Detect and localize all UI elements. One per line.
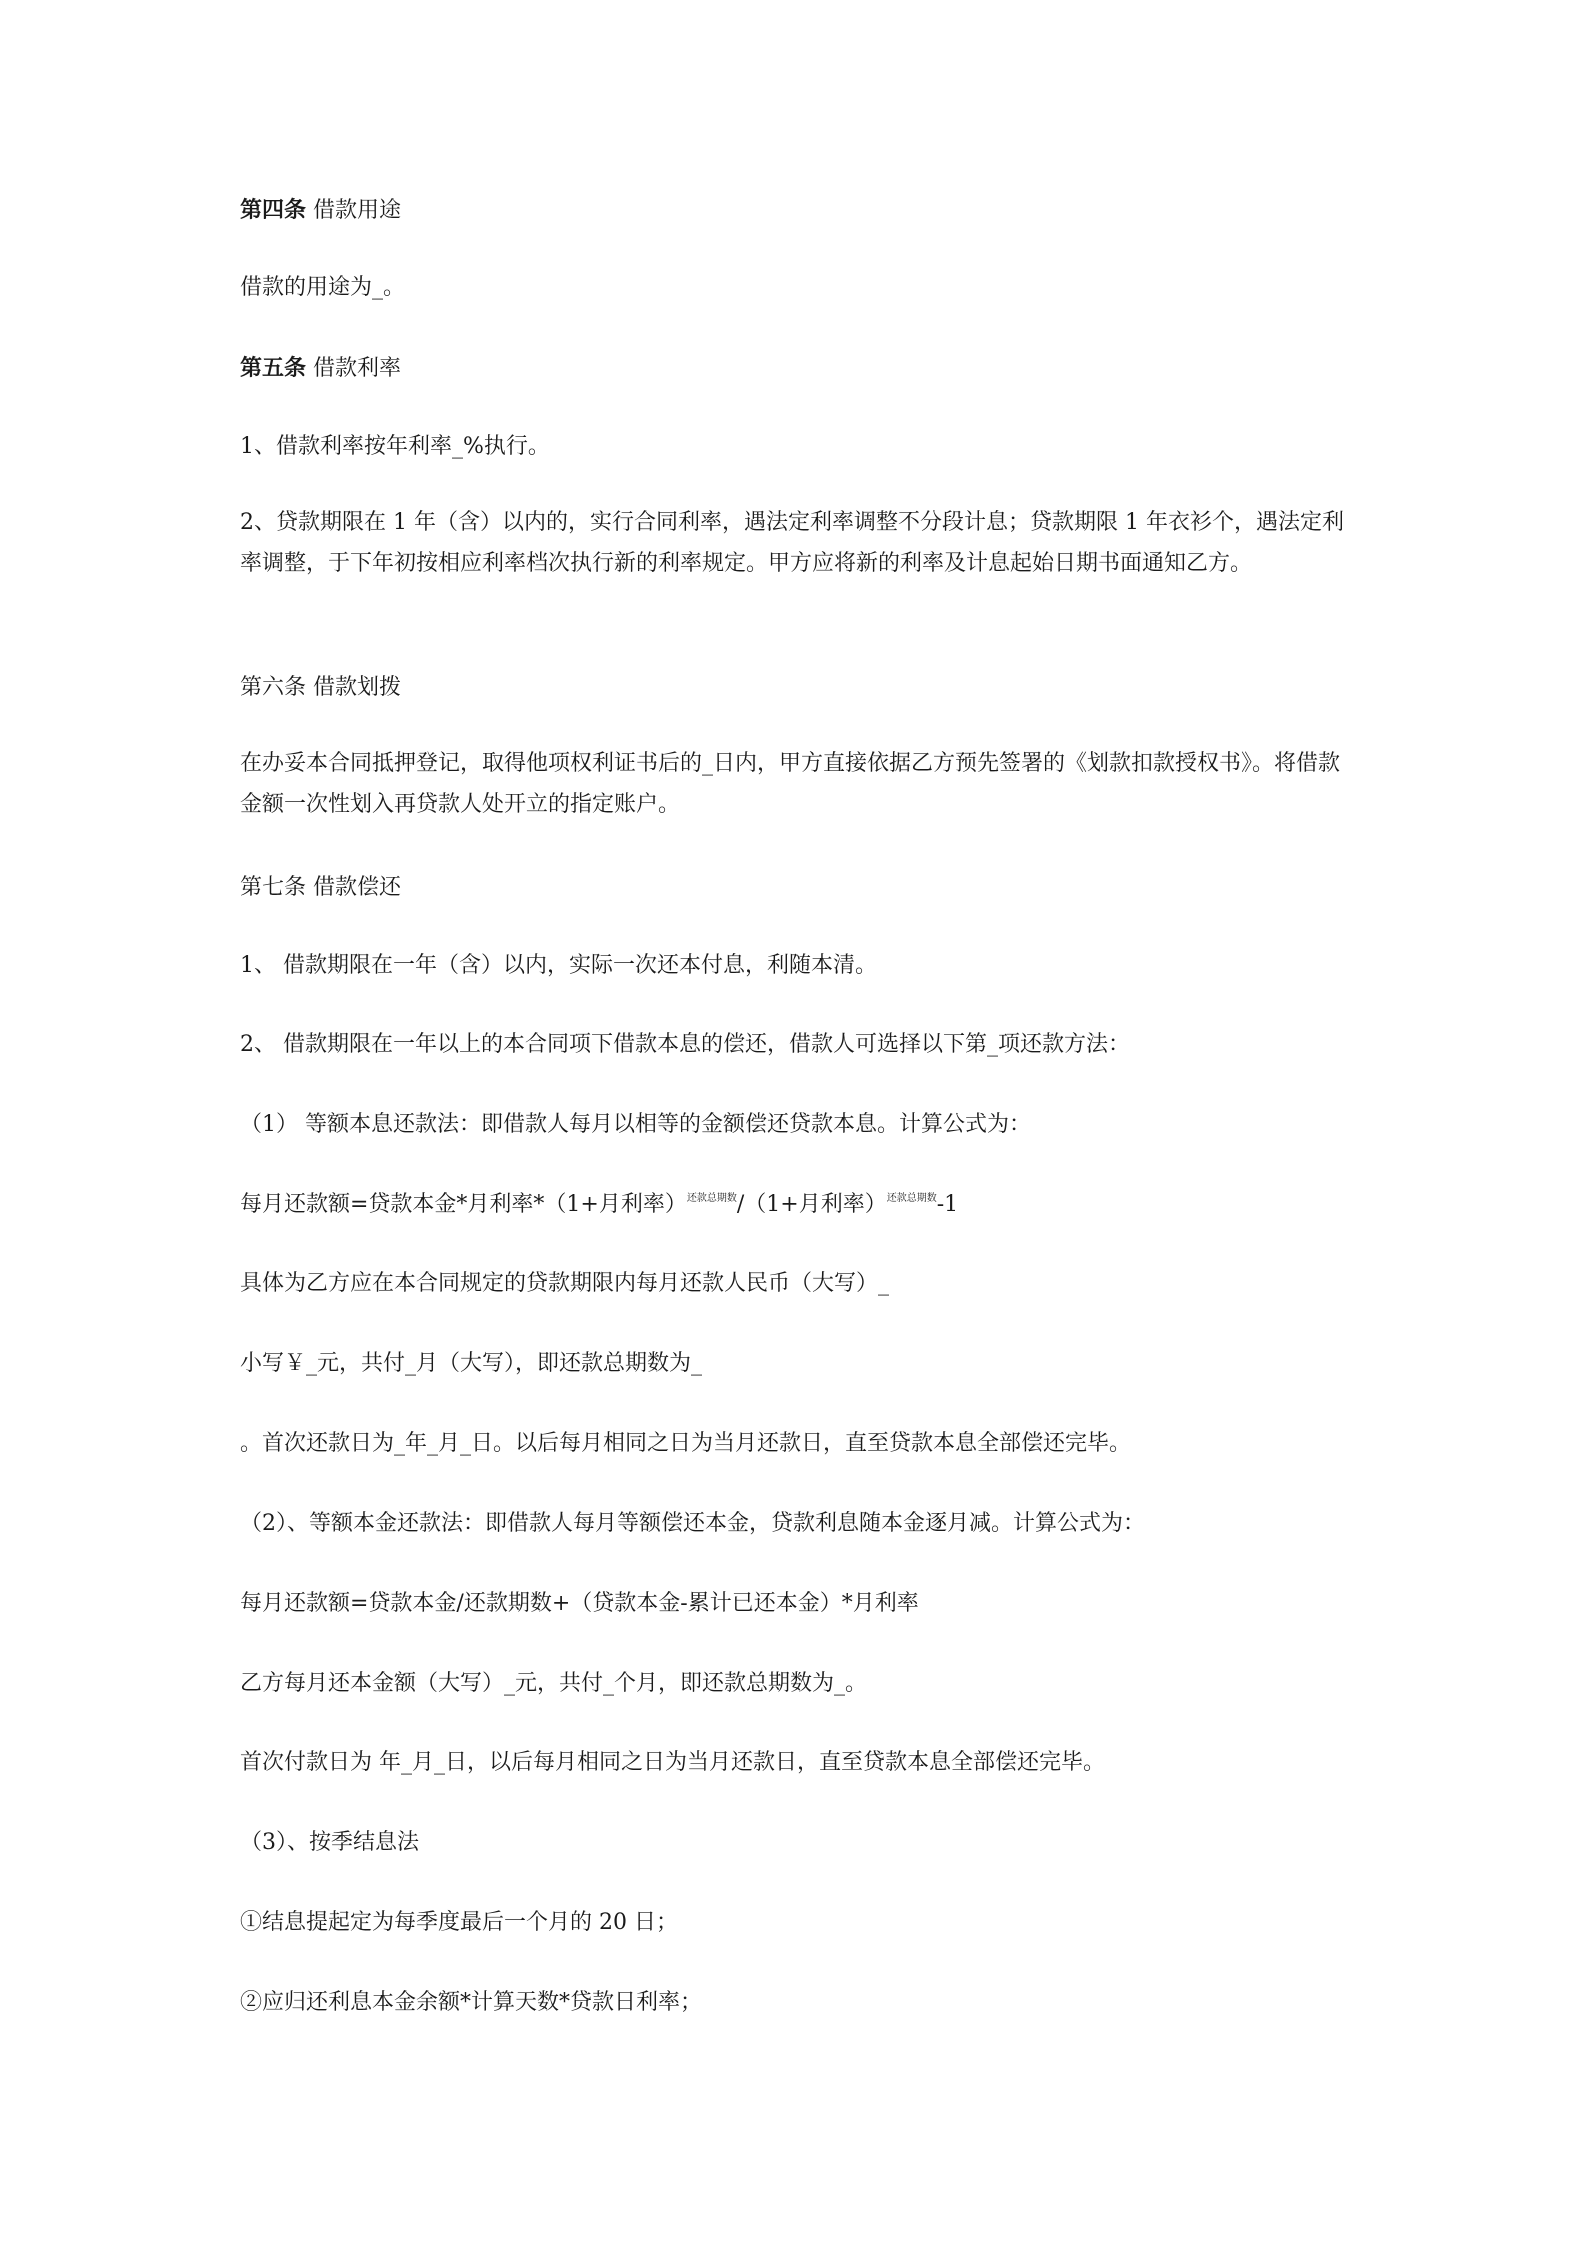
- article-5-item-2: 2、贷款期限在 1 年（含）以内的，实行合同利率，遇法定利率调整不分段计息；贷款期限 1 年衣衫个，遇法定利率调整，于下年初按相应利率档次执行新的利率规定。甲方应将新的利率及计息起始日期书面通知乙方。: [240, 510, 1344, 576]
- article-5-title: 借款利率: [313, 356, 402, 381]
- article-4-title: 借款用途: [313, 198, 402, 223]
- article-4-paragraph: 借款的用途为_。: [240, 275, 406, 300]
- article-7-heading: 第七条 借款偿还: [240, 875, 401, 900]
- article-5-item-1: 1、借款利率按年利率_%执行。: [240, 434, 550, 459]
- method-3-item-1: ①结息提起定为每季度最后一个月的 20 日；: [240, 1910, 678, 1935]
- method-1-line-1: 具体为乙方应在本合同规定的贷款期限内每月还款人民币（大写）_: [240, 1271, 890, 1296]
- method-2-title: （2）、等额本金还款法：即借款人每月等额偿还本金，贷款利息随本金逐月减。计算公式为：: [240, 1511, 1146, 1536]
- method-3-item-2: ②应归还利息本金余额*计算天数*贷款日利率；: [240, 1990, 703, 2015]
- article-6-heading: 第六条 借款划拨: [240, 675, 401, 700]
- article-5-heading: [240, 354, 1360, 383]
- article-4-heading: [240, 196, 1360, 225]
- formula-1-part-c: -1: [936, 1192, 959, 1217]
- method-3-title: （3）、按季结息法: [240, 1830, 419, 1855]
- article-4-number: 第四条: [240, 197, 307, 223]
- method-2-line-2: 首次付款日为 年_月_日，以后每月相同之日为当月还款日，直至贷款本息全部偿还完毕。: [240, 1750, 1105, 1775]
- article-6-paragraph: 在办妥本合同抵押登记，取得他项权利证书后的_日内，甲方直接依据乙方预先签署的《划款扣款授权书》。将借款金额一次性划入再贷款人处开立的指定账户。: [240, 751, 1341, 817]
- formula-1-part-a: 每月还款额=贷款本金*月利率*（1+月利率）: [240, 1192, 687, 1217]
- formula-2: 每月还款额=贷款本金/还款期数+（贷款本金-累计已还本金）*月利率: [240, 1591, 919, 1616]
- method-1-line-2: 小写￥_元，共付_月（大写），即还款总期数为_: [240, 1351, 703, 1376]
- formula-1: [240, 1191, 1360, 1219]
- article-5-number: 第五条: [240, 355, 307, 381]
- article-7-item-2: 2、 借款期限在一年以上的本合同项下借款本息的偿还，借款人可选择以下第_项还款方法：: [240, 1032, 1130, 1057]
- formula-1-superscript-1: 还款总期数: [686, 1193, 737, 1204]
- method-1-title: （1） 等额本息还款法：即借款人每月以相等的金额偿还贷款本息。计算公式为：: [240, 1112, 1031, 1137]
- formula-1-part-b: /（1+月利率）: [736, 1192, 887, 1217]
- formula-1-superscript-2: 还款总期数: [886, 1193, 937, 1204]
- method-2-line-1: 乙方每月还本金额（大写）_元，共付_个月，即还款总期数为_。: [240, 1671, 868, 1696]
- article-7-item-1: 1、 借款期限在一年（含）以内，实际一次还本付息，利随本清。: [240, 953, 877, 978]
- method-1-line-3: 。首次还款日为_年_月_日。以后每月相同之日为当月还款日，直至贷款本息全部偿还完毕。: [240, 1431, 1132, 1456]
